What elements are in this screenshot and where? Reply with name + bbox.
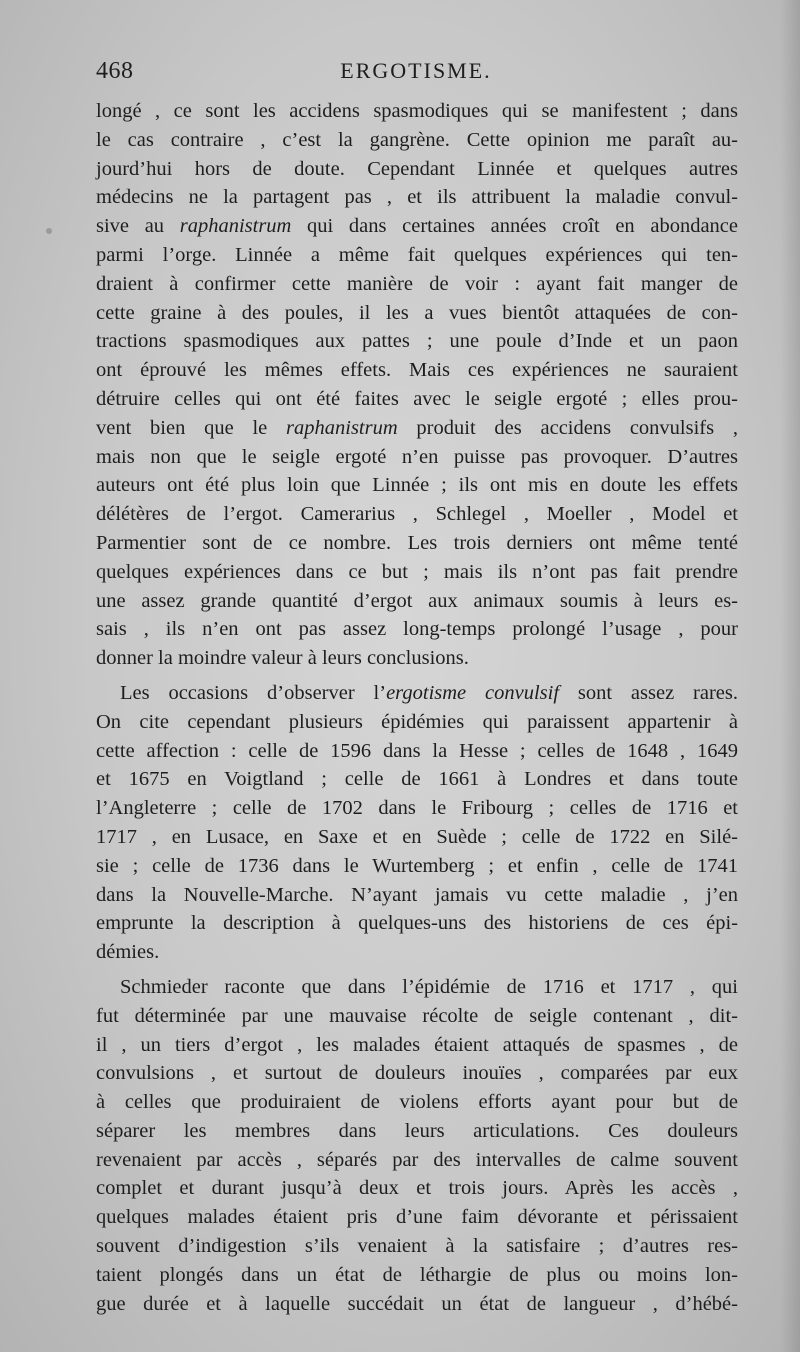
text-run: sive au (96, 215, 180, 238)
text-line: cette affection : celle de 1596 dans la Hesse ; celles de 1648 , 1649 (96, 739, 738, 762)
text-line: souvent d’indigestion s’ils venaient à la satisfaire ; d’autres res- (96, 1235, 738, 1258)
text-run: Les occasions d’observer l’ (120, 681, 387, 704)
italic-term: raphanistrum (286, 416, 398, 439)
text-line: quelques expériences dans ce but ; mais ils n’ont pas fait prendre (96, 560, 738, 583)
margin-ink-spot (46, 228, 52, 234)
text-line: convulsions , et surtout de douleurs inouïes , comparées par eux (96, 1062, 738, 1085)
text-line: Schmieder raconte que dans l’épidémie de 1716 et 1717 , qui (120, 975, 738, 998)
text-line: Parmentier sont de ce nombre. Les trois derniers ont même tenté (96, 531, 738, 554)
text-line: parmi l’orge. Linnée a même fait quelques expériences qui ten- (96, 243, 738, 266)
page-edge-shadow (780, 0, 800, 1352)
text-line: 1717 , en Lusace, en Saxe et en Suède ; celle de 1722 en Silé- (96, 825, 738, 848)
text-line: auteurs ont été plus loin que Linnée ; ils ont mis en doute les effets (96, 474, 738, 497)
page-header (96, 58, 736, 92)
text-line: gue durée et à laquelle succédait un état de langueur , d’hébé- (96, 1292, 738, 1315)
text-line: emprunte la description à quelques-uns des historiens de ces épi- (96, 912, 738, 935)
text-line (96, 212, 738, 241)
text-line: une assez grande quantité d’ergot aux animaux soumis à leurs es- (96, 589, 738, 612)
text-line: draient à confirmer cette manière de voir : ayant fait manger de (96, 272, 738, 295)
text-line: cette graine à des poules, il les a vues bientôt attaquées de con- (96, 301, 738, 324)
text-line: jourd’hui hors de doute. Cependant Linnée et quelques autres (96, 157, 738, 180)
text-line: médecins ne la partagent pas , et ils attribuent la maladie convul- (96, 186, 738, 209)
text-line: mais non que le seigle ergoté n’en puisse pas provoquer. D’autres (96, 445, 738, 468)
text-run: produit des accidens convulsifs , (397, 416, 738, 439)
text-line (96, 414, 738, 443)
text-line: revenaient par accès , séparés par des intervalles de calme souvent (96, 1148, 738, 1171)
text-line: sais , ils n’en ont pas assez long-temps prolongé l’usage , pour (96, 618, 738, 641)
text-line: On cite cependant plusieurs épidémies qui paraissent appartenir à (96, 710, 738, 733)
italic-term: raphanistrum (179, 215, 292, 238)
text-line: sie ; celle de 1736 dans le Wurtemberg ; et enfin , celle de 1741 (96, 854, 738, 877)
text-run: vent bien que le (96, 416, 287, 439)
running-title: ERGOTISME. (340, 58, 492, 83)
text-line: taient plongés dans un état de léthargie de plus ou moins lon- (96, 1263, 738, 1286)
text-line: tractions spasmodiques aux pattes ; une poule d’Inde et un paon (96, 330, 738, 353)
text-line: à celles que produiraient de violens efforts ayant pour but de (96, 1091, 738, 1114)
text-line: le cas contraire , c’est la gangrène. Cette opinion me paraît au- (96, 128, 738, 151)
text-line: dans la Nouvelle-Marche. N’ayant jamais vu cette maladie , j’en (96, 883, 738, 906)
text-run: qui dans certaines années croît en abondance (291, 215, 738, 238)
text-line: détruire celles qui ont été faites avec le seigle ergoté ; elles prou- (96, 387, 738, 410)
text-line: il , un tiers d’ergot , les malades étaient attaqués de spasmes , de (96, 1033, 738, 1056)
text-line: quelques malades étaient pris d’une faim dévorante et périssaient (96, 1206, 738, 1229)
text-run: sont assez rares. (559, 681, 738, 704)
text-line: démies. (96, 941, 160, 964)
text-line: donner la moindre valeur à leurs conclusions. (96, 647, 469, 670)
text-line: séparer les membres dans leurs articulations. Ces douleurs (96, 1119, 738, 1142)
text-line (96, 679, 738, 708)
page-number: 468 (96, 58, 134, 84)
italic-term: ergotisme convulsif (386, 681, 560, 704)
text-line: l’Angleterre ; celle de 1702 dans le Fribourg ; celles de 1716 et (96, 797, 738, 820)
text-line: et 1675 en Voigtland ; celle de 1661 à Londres et dans toute (96, 768, 738, 791)
body-text (96, 97, 738, 1318)
text-line: ont éprouvé les mêmes effets. Mais ces expériences ne sauraient (96, 359, 738, 382)
text-line: délétères de l’ergot. Camerarius , Schlegel , Moeller , Model et (96, 503, 738, 526)
text-line: fut déterminée par une mauvaise récolte de seigle contenant , dit- (96, 1004, 738, 1027)
text-line: longé , ce sont les accidens spasmodiques qui se manifestent ; dans (96, 100, 738, 122)
text-line: complet et durant jusqu’à deux et trois jours. Après les accès , (96, 1177, 738, 1200)
